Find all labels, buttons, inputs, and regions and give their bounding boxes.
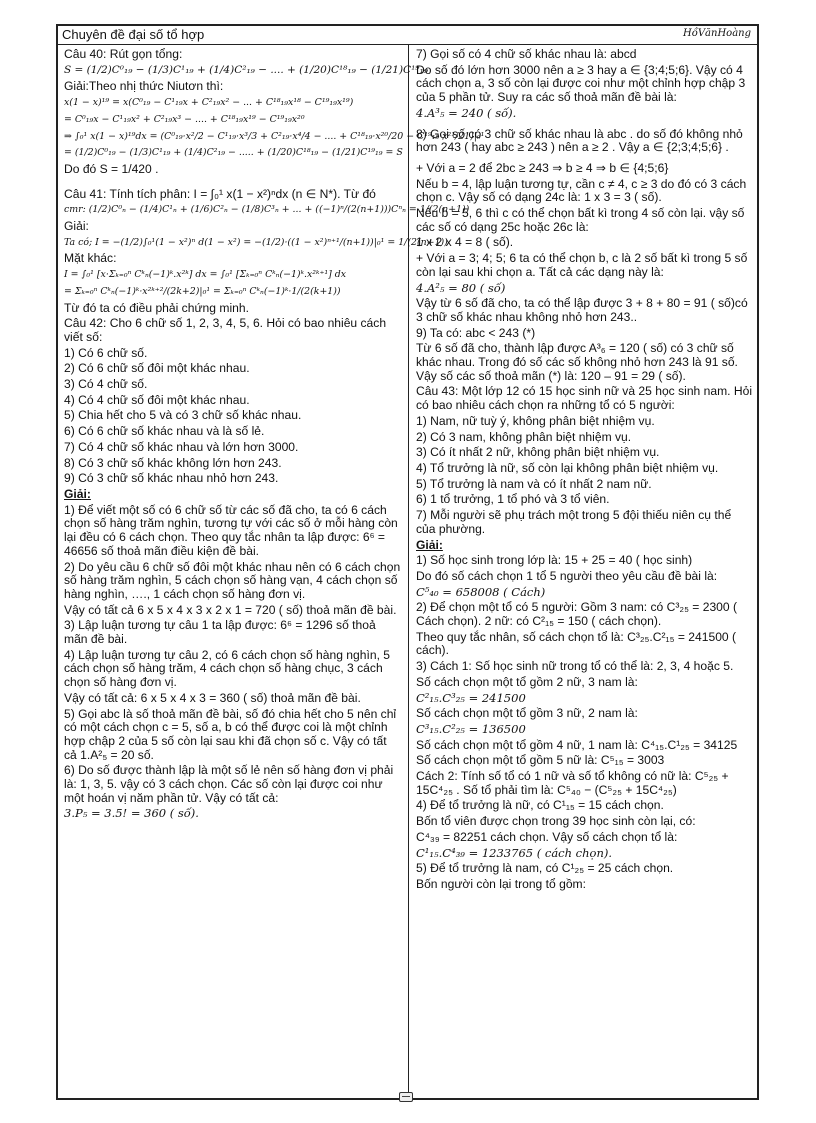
equation: cmr: (1/2)C⁰ₙ − (1/4)C¹ₙ + (1/6)C²ₙ − (1/8)C³ₙ + ... + ((−1)ⁿ/(2(n+1)))Cⁿₙ = 1/(2(n+1)): [64, 204, 470, 216]
list-item: 2) Có 3 nam, không phân biệt nhiệm vụ.: [416, 429, 632, 444]
list-item: 1) Nam, nữ tuỳ ý, không phân biệt nhiệm vụ.: [416, 413, 655, 428]
paragraph: Nếu b = 5, 6 thì c có thể chọn bất kì trong 4 số còn lại. vậy số các số có dạng 25c hoặc 26c là:: [416, 206, 745, 234]
question-43-heading: Câu 43: Một lớp 12 có 15 học sinh nữ và 25 học sinh nam. Hỏi có bao nhiêu cách chọn ra những tổ có 5 người:: [416, 384, 753, 413]
list-item: 4) Tổ trưởng là nữ, số còn lại không phân biệt nhiệm vụ.: [416, 460, 719, 475]
paragraph: 4) Lập luận tương tự câu 2, có 6 cách chọn số hàng nghìn, 5 cách chọn số hàng trăm, 4 cách chọn số hàng chục, 3 cách chọn số hàng đơn vị.: [64, 647, 391, 690]
equation: 4.A³₅ = 240 ( số).: [416, 105, 517, 120]
list-item: 7) Mỗi người sẽ phụ trách một trong 5 đội thiếu niên cụ thể của phường.: [416, 508, 732, 536]
equation: C⁵₄₀ = 658008 ( Cách): [416, 584, 546, 599]
equation: C²₁₅.C³₂₅ = 241500: [416, 690, 526, 705]
paragraph: 3) Cách 1: Số học sinh nữ trong tổ có thể là: 2, 3, 4 hoặc 5.: [416, 659, 734, 674]
equation: C¹₁₅.C⁴₃₉ = 1233765 ( cách chọn).: [416, 845, 612, 860]
list-item: 6) Có 6 chữ số khác nhau và là số lẻ.: [64, 424, 265, 439]
list-item: 7) Có 4 chữ số khác nhau và lớn hơn 3000.: [64, 439, 299, 454]
equation: S = (1/2)C⁰₁₉ − (1/3)C¹₁₉ + (1/4)C²₁₉ − .... + (1/20)C¹⁸₁₉ − (1/21)C¹⁹₁₉: [64, 63, 428, 76]
paragraph: Bốn người còn lại trong tổ gồm:: [416, 876, 586, 891]
paragraph: 7) Gọi số có 4 chữ số khác nhau là: abcd: [416, 47, 637, 61]
list-item: 5) Chia hết cho 5 và có 3 chữ số khác nhau.: [64, 408, 302, 423]
header-title: Chuyên đề đại số tổ hợp: [62, 27, 205, 42]
paragraph: 5) Để tổ trưởng là nam, có C¹₂₅ = 25 cách chọn.: [416, 861, 674, 876]
list-item: 3) Có 4 chữ số.: [64, 377, 148, 392]
paragraph: Số cách chọn một tổ gồm 5 nữ là: C⁵₁₅ = 3003: [416, 753, 665, 768]
paragraph: 1) Để viết một số có 6 chữ số từ các số đã cho, ta có 6 cách chọn số hàng trăm nghìn, tương tự với các số ở mỗi hàng còn lại đều có 6 cách chọn. Theo quy tắc nhân ta lập được: 6⁶ = 46656 số thoả mãn điều kiện đề bài.: [64, 502, 398, 558]
paragraph: Mặt khác:: [64, 251, 117, 266]
paragraph: Cách 2: Tính số tổ có 1 nữ và số tổ không có nữ là: C⁵₂₅ + 15C⁴₂₅ . Số tổ phải tìm là: C⁵₄₀ − (C⁵₂₅ + 15C⁴₂₅): [416, 769, 729, 797]
document-page: [56, 24, 759, 1100]
paragraph: Theo quy tắc nhân, số cách chọn tổ là: C³₂₅.C²₁₅ = 241500 ( cách).: [416, 629, 737, 658]
question-40-heading: Câu 40: Rút gọn tổng:: [64, 47, 183, 61]
list-item: 3) Có ít nhất 2 nữ, không phân biệt nhiệm vụ.: [416, 445, 660, 460]
paragraph: Do đó S = 1/420 .: [64, 161, 159, 176]
paragraph: 5) Gọi abc là số thoả mãn đề bài, số đó chia hết cho 5 nên chỉ có một cách chọn c = 5, số a, b có thể được coi là một chỉnh hợp chập 2 của 5 số còn lại sau khi đã chọn số c. Vậy có tất cả 1.A²₅ = 20 số.: [64, 706, 397, 762]
equation: 4.A²₅ = 80 ( số): [416, 280, 506, 295]
solution-heading: Giải:: [64, 219, 89, 234]
solution-heading: Giải:Theo nhị thức Niutơn thì:: [64, 79, 224, 94]
paragraph: Số cách chọn một tổ gồm 2 nữ, 3 nam là:: [416, 674, 638, 689]
equation: Ta có; I = −(1/2)∫₀¹(1 − x²)ⁿ d(1 − x²) = −(1/2)·((1 − x²)ⁿ⁺¹/(n+1))|₀¹ = 1/(2(n+1)): [64, 236, 448, 248]
paragraph: Số cách chọn một tổ gồm 3 nữ, 2 nam là:: [416, 706, 638, 721]
list-item: 6) 1 tổ trưởng, 1 tổ phó và 3 tổ viên.: [416, 492, 610, 507]
paragraph: 8) Gọi số có 3 chữ số khác nhau là abc . do số đó không nhỏ hơn 243 ( hay abc ≥ 243 ) nên a ≥ 2 . Vậy a ∈ {2;3;4;5;6} .: [416, 126, 743, 155]
paragraph: 1) Số học sinh trong lớp là: 15 + 25 = 40 ( học sinh): [416, 553, 693, 568]
paragraph: Nếu b = 4, lập luận tương tự, cần c ≠ 4, c ≥ 3 do đó có 3 cách chọn c. Vậy số có dạng 24c là: 1 x 3 = 3 ( số).: [416, 176, 747, 205]
list-item: 5) Tổ trưởng là nam và có ít nhất 2 nam nữ.: [416, 476, 652, 491]
paragraph: Vậy có tất cả 6 x 5 x 4 x 3 x 2 x 1 = 720 ( số) thoả mãn đề bài.: [64, 602, 397, 617]
list-item: 4) Có 4 chữ số đôi một khác nhau.: [64, 392, 250, 407]
list-item: 2) Có 6 chữ số đôi một khác nhau.: [64, 361, 250, 376]
paragraph: Do số đó lớn hơn 3000 nên a ≥ 3 hay a ∈ {3;4;5;6}. Vậy có 4 cách chọn a, 3 số còn lại được coi như một chỉnh hợp chập 3 của 5 phần tử. Suy ra các số thoả mãn đề bài là:: [416, 62, 746, 105]
equation: = (1/2)C⁰₁₉ − (1/3)C¹₁₉ + (1/4)C²₁₉ − ..... + (1/20)C¹⁸₁₉ − (1/21)C¹⁹₁₉ = S: [64, 147, 403, 159]
list-item: 8) Có 3 chữ số khác không lớn hơn 243.: [64, 455, 282, 470]
equation: ⇒ ∫₀¹ x(1 − x)¹⁹dx = (C⁰₁₉·x²/2 − C¹₁₉·x³/3 + C²₁₉·x⁴/4 − .... + C¹⁸₁₉·x²⁰/20 − C¹⁹₁₉·x²¹/21)|₀¹: [64, 130, 485, 142]
solution-heading: Giải:: [64, 486, 91, 501]
paragraph: 2) Để chọn một tổ có 5 người: Gồm 3 nam: có C³₂₅ = 2300 ( Cách chọn). 2 nữ: có C²₁₅ = 150 ( cách chọn).: [416, 600, 738, 629]
column-divider: [408, 45, 409, 1098]
paragraph: Từ 6 số đã cho, thành lập được A³₆ = 120 ( số) có 3 chữ số khác nhau. Trong đó số các số không nhỏ hơn 243 là 91 số. Vậy số các số thoả mãn (*) là: 120 – 91 = 29 ( số).: [416, 341, 738, 383]
paragraph: 3) Lập luận tương tự câu 1 ta lập được: 6⁶ = 1296 số thoả mãn đề bài.: [64, 618, 376, 647]
equation: = Σₖ₌₀ⁿ Cᵏₙ(−1)ᵏ·x²ᵏ⁺²/(2k+2)|₀¹ = Σₖ₌₀ⁿ Cᵏₙ(−1)ᵏ·1/(2(k+1)): [64, 285, 341, 297]
equation: C³₁₅.C²₂₅ = 136500: [416, 721, 526, 736]
equation: = C⁰₁₉x − C¹₁₉x² + C²₁₉x³ − .... + C¹⁸₁₉x¹⁹ − C¹⁹₁₉x²⁰: [64, 113, 305, 125]
paragraph: C⁴₃₉ = 82251 cách chọn. Vậy số cách chọn tổ là:: [416, 829, 678, 844]
list-item: 9) Có 3 chữ số khác nhau nhỏ hơn 243.: [64, 471, 279, 486]
paragraph: Vậy có tất cả: 6 x 5 x 4 x 3 = 360 ( số) thoả mãn đề bài.: [64, 690, 361, 705]
right-column: [416, 48, 754, 894]
solution-heading: Giải:: [416, 537, 443, 552]
page-number-icon: [399, 1092, 413, 1102]
paragraph: 6) Do số được thành lập là một số lẻ nên số hàng đơn vị phải là: 1, 3, 5. vậy có 3 cách chọn. Các số còn lại được coi như một hoán vị năm phần tử. Vậy có tất cả:: [64, 763, 394, 805]
paragraph: Số cách chọn một tổ gồm 4 nữ, 1 nam là: C⁴₁₅.C¹₂₅ = 34125: [416, 737, 738, 752]
equation: x(1 − x)¹⁹ = x(C⁰₁₉ − C¹₁₉x + C²₁₉x² − ... + C¹⁸₁₉x¹⁸ − C¹⁹₁₉x¹⁹): [64, 97, 354, 109]
paragraph: Từ đó ta có điều phải chứng minh.: [64, 300, 249, 315]
question-42-heading: Câu 42: Cho 6 chữ số 1, 2, 3, 4, 5, 6. Hỏi có bao nhiêu cách viết số:: [64, 316, 387, 344]
paragraph: 1 x 2 x 4 = 8 ( số).: [416, 235, 514, 250]
paragraph: Vậy từ 6 số đã cho, ta có thể lập được 3 + 8 + 80 = 91 ( số)có 3 chữ số khác nhau không nhỏ hơn 243..: [416, 296, 748, 324]
equation: 3.P₅ = 3.5! = 360 ( số).: [64, 806, 199, 821]
page-header: [58, 26, 757, 45]
list-item: 1) Có 6 chữ số.: [64, 345, 148, 360]
paragraph: 4) Để tổ trưởng là nữ, có C¹₁₅ = 15 cách chọn.: [416, 798, 664, 813]
paragraph: Bốn tổ viên được chọn trong 39 học sinh còn lại, có:: [416, 814, 696, 829]
paragraph: + Với a = 2 để 2bc ≥ 243 ⇒ b ≥ 4 ⇒ b ∈ {4;5;6}: [416, 160, 669, 175]
header-author: HồVănHoàng: [682, 28, 751, 39]
paragraph: 2) Do yêu cầu 6 chữ số đôi một khác nhau nên có 6 cách chọn số hàng trăm nghìn, 5 cách chọn số hàng vạn, 4 cách chọn số hàng nghìn, …., 1 cách chọn số hàng đơn vị.: [64, 559, 401, 601]
paragraph: 9) Ta có: abc < 243 (*): [416, 325, 536, 340]
paragraph: + Với a = 3; 4; 5; 6 ta có thể chọn b, c là 2 số bất kì trong 5 số còn lại sau khi chọn a. Tất cả các dạng này là:: [416, 251, 748, 279]
question-41-heading: Câu 41: Tính tích phân: I = ∫₀¹ x(1 − x²)ⁿdx (n ∈ N*). Từ đó: [64, 186, 376, 201]
paragraph: Do đó số cách chọn 1 tổ 5 người theo yêu cầu đề bài là:: [416, 568, 718, 583]
equation: I = ∫₀¹ [x·Σₖ₌₀ⁿ Cᵏₙ(−1)ᵏ.x²ᵏ] dx = ∫₀¹ [Σₖ₌₀ⁿ Cᵏₙ(−1)ᵏ.x²ᵏ⁺¹] dx: [64, 269, 347, 281]
